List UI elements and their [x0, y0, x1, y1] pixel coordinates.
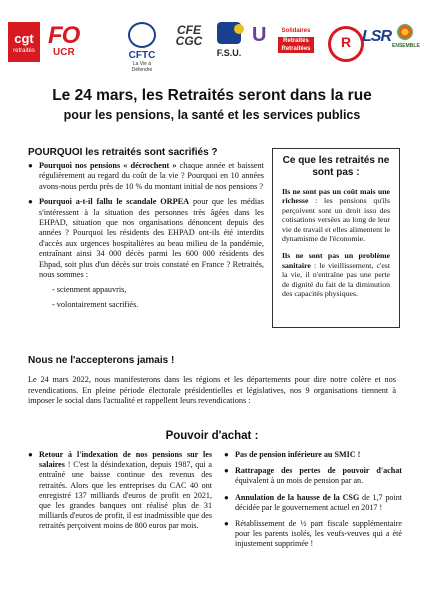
- fsu-logo: [212, 22, 246, 62]
- solidaires-logo-text: Solidaires: [281, 28, 311, 34]
- bullet-bold-text: Retour à l'indexation de nos pensions sur les salaires: [39, 450, 212, 470]
- cftc-emblem-icon: [128, 22, 156, 48]
- bullet-text: Rétablissement de ½ part fiscale supplémentaire pour les parents isolés, les veufs-veuves qui a été injustement supprimée !: [235, 519, 402, 549]
- why-bullet-orpea: [28, 197, 264, 280]
- why-bullet-pensions: [28, 161, 264, 192]
- bullet-icon: ●: [224, 492, 229, 502]
- demand-bullet: [224, 519, 402, 550]
- bullet-icon: ●: [28, 450, 33, 459]
- never-accept-heading: Nous ne l'accepterons jamais !: [28, 355, 175, 366]
- bullet-text: de 1,7 point décidée par le gouvernement actuel en 2017 !: [235, 492, 402, 512]
- not-box: [272, 148, 400, 328]
- cfe-cgc-logo-text: CFE CGC: [175, 23, 203, 48]
- cgt-logo: [8, 22, 40, 62]
- intro-paragraph: Le 24 mars 2022, nous manifesterons dans les régions et les départements pour dire notre colère et nos revendications. En pleine période électorale présidentielles et législatives, nos 9 organisations tiennent à imposer le social dans l'actualité et rappellent leurs revendications :: [28, 375, 396, 406]
- bullet-bold-text: Pourquoi nos pensions « décrochent »: [39, 161, 177, 170]
- fsu-emblem-icon: [217, 22, 241, 44]
- bullet-icon: ●: [28, 197, 33, 207]
- fo-logo-text: FO: [48, 22, 80, 49]
- bullet-bold-text: Rattrapage des pertes de pouvoir d'achat: [235, 466, 402, 476]
- demand-bullet: [224, 450, 402, 460]
- logo-strip: [6, 22, 420, 73]
- demands-right-column: [224, 450, 402, 556]
- lsr-logo-text: LSR: [362, 28, 391, 45]
- bullet-bold-text: Annulation de la hausse de la CSG: [235, 492, 360, 502]
- r-logo-text: R: [340, 34, 352, 50]
- ub-logo-text: U: [252, 24, 267, 46]
- not-box-title: Ce que les retraités ne sont pas :: [282, 155, 390, 178]
- not-box-text: : les pensions qu'ils perçoivent sont un droit issu des cotisations versées au long de leur vie de travail et elles alimentent le dynamisme de l'économie.: [282, 196, 390, 244]
- dash-item: - scienment appauvris,: [52, 285, 127, 295]
- bullet-icon: ●: [224, 450, 229, 459]
- solidaires-logo-line2: Retraités: [278, 37, 314, 45]
- not-box-text: : le vieillissement, c'est la vie, il n'entraîne pas une perte de dignité du fait de la diminution des capacités physiques.: [282, 260, 390, 299]
- cftc-logo-text: CFTC: [128, 50, 156, 61]
- bullet-icon: ●: [28, 161, 33, 170]
- why-heading: POURQUOI les retraités sont sacrifiés ?: [28, 147, 218, 158]
- cgt-logo-text: cgt: [14, 31, 34, 46]
- not-box-bold-text: Ils ne sont pas un coût mais une richesse: [282, 187, 390, 206]
- cftc-logo-tagline: La Vie à Défendre: [131, 61, 153, 73]
- solidaires-logo-line3: Retraitées: [278, 45, 314, 53]
- bullet-text: ! C'est la désindexation, depuis 1987, qui a entraîné une baisse continue des revenus des retraités. Alors que les entreprises du CAC 40 ont enregistré 137 milliards d'euros de profit en 2021, que les grandes banques ont réalisé plus de 31 milliards d'euros de profit, il est inadmissible que des retraités perçoivent moins de 800 euros par mois.: [39, 460, 212, 531]
- cgt-logo-subtext: retraités: [13, 48, 35, 54]
- bullet-icon: ●: [224, 519, 229, 529]
- bullet-text: équivalent à un mois de pension par an.: [235, 476, 364, 486]
- r-circle-logo: [328, 26, 364, 62]
- bullet-text: chaque année et baissent régulièrement au regard du coût de la vie ? Pourquoi en 10 années avons-nous perdu près de 10 % du montant initial de nos pensions ?: [39, 161, 264, 191]
- lsr-logo: [362, 22, 390, 62]
- demands-left-column: [28, 450, 212, 538]
- ub-logo: [250, 22, 276, 62]
- bullet-bold-text: Pourquoi a-t-il fallu le scandale ORPEA: [39, 197, 190, 207]
- bullet-icon: ●: [224, 466, 229, 476]
- why-section: [28, 147, 264, 314]
- bullet-bold-text: Pas de pension inférieure au SMIC !: [235, 450, 361, 459]
- not-box-paragraph: [282, 187, 390, 243]
- ucr-logo-text: UCR: [53, 47, 75, 58]
- fo-ucr-logo: [48, 22, 86, 62]
- solidaires-logo: [278, 22, 314, 62]
- demand-bullet: [224, 493, 402, 513]
- dash-item: - volontairement sacrifiés.: [52, 299, 139, 309]
- not-box-bold-text: Ils ne sont pas un problème sanitaire: [282, 251, 390, 270]
- ensemble-logo-text: ENSEMBLE: [392, 43, 420, 49]
- fsu-logo-text: F.S.U.: [216, 48, 242, 58]
- not-box-paragraph: [282, 251, 390, 298]
- cftc-logo: [124, 22, 160, 73]
- demand-bullet: [28, 450, 212, 532]
- demand-bullet: [224, 466, 402, 486]
- ensemble-logo: [392, 22, 418, 62]
- page-title: Le 24 mars, les Retraités seront dans la rue: [52, 87, 372, 104]
- cfe-cgc-logo: [170, 22, 208, 62]
- bullet-text: pour que les médias s'intéressent à la situation des personnes très âgées dans les EHPAD, situation que nos organisations dénoncent depuis des années ? Pourquoi les résidents des EHPAD ont-ils été interdits d'accès aux urgences hospitalières au beau milieu de la pandémie, entraînant ainsi 34 000 décès parmi les 600 000 résidents des Ehpad, soit plus d'un décès sur trois constaté en France ? Retraités, nous sommes :: [39, 197, 265, 280]
- purchasing-power-heading: Pouvoir d'achat :: [165, 430, 259, 442]
- page-subtitle: pour les pensions, la santé et les services publics: [63, 108, 361, 122]
- flower-icon: [397, 24, 413, 40]
